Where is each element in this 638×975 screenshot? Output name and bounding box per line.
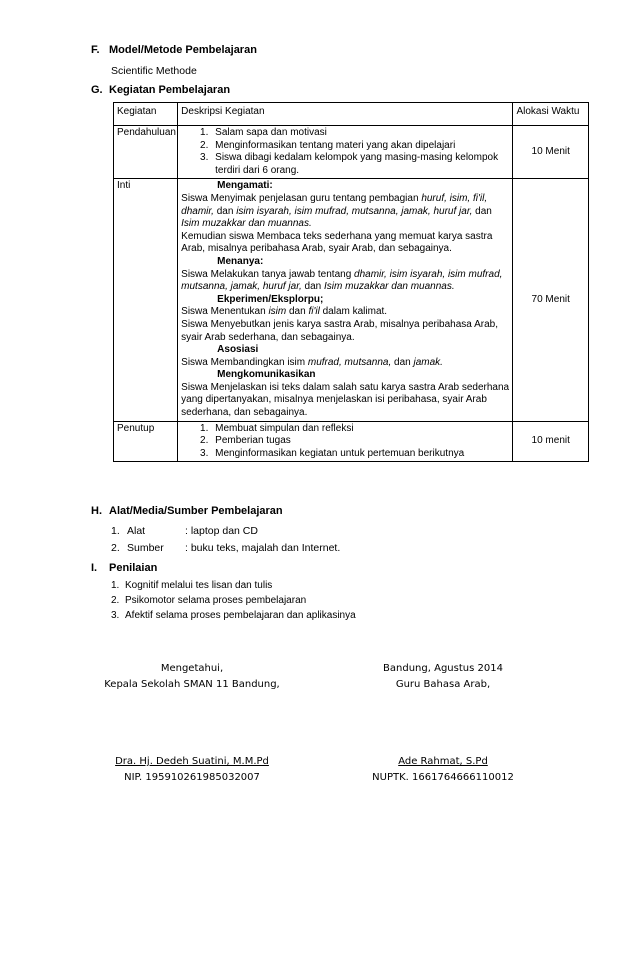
signature-right-id: NUPTK. 1661764666110012 [372,772,514,783]
text-part: Isim muzakkar dan muannas. [324,281,455,293]
cell-pendahuluan-time: 10 Menit [513,126,589,179]
section-f-body: Scientific Methode [111,65,197,77]
item-number: 1. [111,525,120,537]
list-item: 3. Siswa dibagi kedalam kelompok yang masing-masing kelompok terdiri dari 6 orang. [211,152,509,177]
text-part: dan [213,205,237,217]
text-part: isim isyarah, isim mufrad, mutsanna, jamak, huruf jar, [236,205,473,217]
text-part: Siswa Melakukan tanya jawab tentang [181,268,355,280]
inti-asosiasi-title: Asosiasi [217,344,259,356]
header-alokasi: Alokasi Waktu [513,103,589,126]
inti-menanya-title: Menanya: [217,255,264,267]
section-h-letter: H. [91,505,102,517]
signature-left-name: Dra. Hj. Dedeh Suatini, M.M.Pd [115,756,269,767]
list-item: 1. Salam sapa dan motivasi [211,127,509,140]
text-part: dalam kalimat. [319,306,388,318]
list-item [111,578,356,593]
item-value: : buku teks, majalah dan Internet. [185,542,341,554]
signature-left [86,661,298,786]
cell-penutup-desc [178,421,513,462]
item-number: 3. [111,610,120,621]
cell-inti-name: Inti [114,179,178,421]
signature-right-name: Ade Rahmat, S.Pd [398,756,488,767]
inti-asosiasi-text [181,357,509,370]
text-part: mufrad, mutsanna, [307,356,392,368]
text-part: Siswa Menentukan [181,306,269,318]
text-part: Siswa Menyimak penjelasan guru tentang pembagian [181,192,422,204]
inti-mengkomunikasikan-text: Siswa Menjelaskan isi teks dalam salah satu karya sastra Arab sederhana yang dipertanyakan, misalnya menjelaskan isi peribahasa, syair Arab sederhana, dan sebagainya. [181,381,510,419]
item-value: : laptop dan CD [185,525,258,537]
text-part: Siswa Membandingkan isim [181,356,308,368]
list-item: 2. Pemberian tugas [211,435,509,448]
section-g-title: Kegiatan Pembelajaran [109,84,231,96]
header-kegiatan: Kegiatan [114,103,178,126]
table-row-penutup [114,421,589,462]
alat-list [111,524,340,556]
section-h-title: Alat/Media/Sumber Pembelajaran [109,505,283,517]
table-row-inti [114,179,589,421]
section-i-heading [91,562,157,574]
signature-right-line1: Bandung, Agustus 2014 [383,663,503,674]
signature-left-line2: Kepala Sekolah SMAN 11 Bandung, [104,679,280,690]
list-item: 2. Menginformasikan tentang materi yang akan dipelajari [211,140,509,153]
item-text: Kognitif melalui tes lisan dan tulis [125,580,273,591]
table-row-pendahuluan [114,126,589,179]
item-label: Alat [127,525,146,537]
signature-left-line1: Mengetahui, [160,663,224,674]
inti-eksperimen-text [181,306,509,319]
inti-mengamati-text-2: Kemudian siswa Membaca teks sederhana yang memuat karya sastra Arab, misalnya peribahasa Arab, syair Arab, dan sebagainya. [181,230,493,255]
section-f-letter: F. [91,44,100,56]
item-number: 2. [111,542,120,554]
signature-left-id: NIP. 195910261985032007 [124,772,260,783]
text-part: dan [391,356,414,368]
item-label: Sumber [127,542,164,554]
text-part: jamak. [413,356,443,368]
inti-mengkomunikasikan-title: Mengkomunikasikan [217,369,316,381]
list-item [111,593,356,608]
section-g-letter: G. [91,84,103,96]
table-header-row [114,103,589,126]
text-part: dan [301,281,325,293]
signature-right-line2: Guru Bahasa Arab, [395,679,491,690]
text-part: huruf, isim, fi'il, dhamir, [181,192,488,217]
list-item [111,541,340,556]
item-number: 1. [111,580,120,591]
list-item: 3. Menginformasikan kegiatan untuk pertemuan berikutnya [211,448,509,461]
inti-mengamati-text [181,193,509,231]
inti-eksperimen-title: Ekperimen/Eksplorpu; [217,293,324,305]
cell-pendahuluan-desc [178,126,513,179]
list-item: 1. Membuat simpulan dan refleksi [211,423,509,436]
item-number: 2. [111,595,120,606]
inti-mengamati-title: Mengamati: [217,180,273,192]
list-item [111,524,340,539]
item-text: Afektif selama proses pembelajaran dan aplikasinya [125,610,356,621]
section-f-title: Model/Metode Pembelajaran [109,44,257,56]
list-item [111,608,356,623]
cell-inti-time: 70 Menit [513,179,589,421]
text-part: isim [268,306,287,318]
header-deskripsi: Deskripsi Kegiatan [178,103,513,126]
section-i-letter: I. [91,562,98,574]
section-i-title: Penilaian [109,562,158,574]
section-h-heading [91,505,283,517]
inti-eksperimen-text-2: Siswa Menyebutkan jenis karya sastra Arab, misalnya peribahasa Arab, syair Arab sederhana, dan sebagainya. [181,318,498,343]
text-part: dan [472,205,492,217]
penutup-steps [195,423,509,461]
signature-right [352,661,534,786]
cell-pendahuluan-name: Pendahuluan [114,126,178,179]
penilaian-list [111,578,356,623]
text-part: dan [286,306,309,318]
inti-menanya-text [181,269,509,294]
cell-penutup-time: 10 menit [513,421,589,462]
section-g-heading [91,84,230,96]
item-text: Psikomotor selama proses pembelajaran [125,595,307,606]
pendahuluan-steps [195,127,509,177]
text-part: fi'il [308,306,320,318]
kegiatan-table [113,102,589,462]
cell-inti-desc [178,179,513,421]
text-part: Isim muzakkar dan muannas. [181,218,312,230]
section-f-heading [91,44,257,56]
text-part: dhamir, isim isyarah, isim mufrad, mutsanna, jamak, huruf jar, [181,268,503,293]
cell-penutup-name: Penutup [114,421,178,462]
